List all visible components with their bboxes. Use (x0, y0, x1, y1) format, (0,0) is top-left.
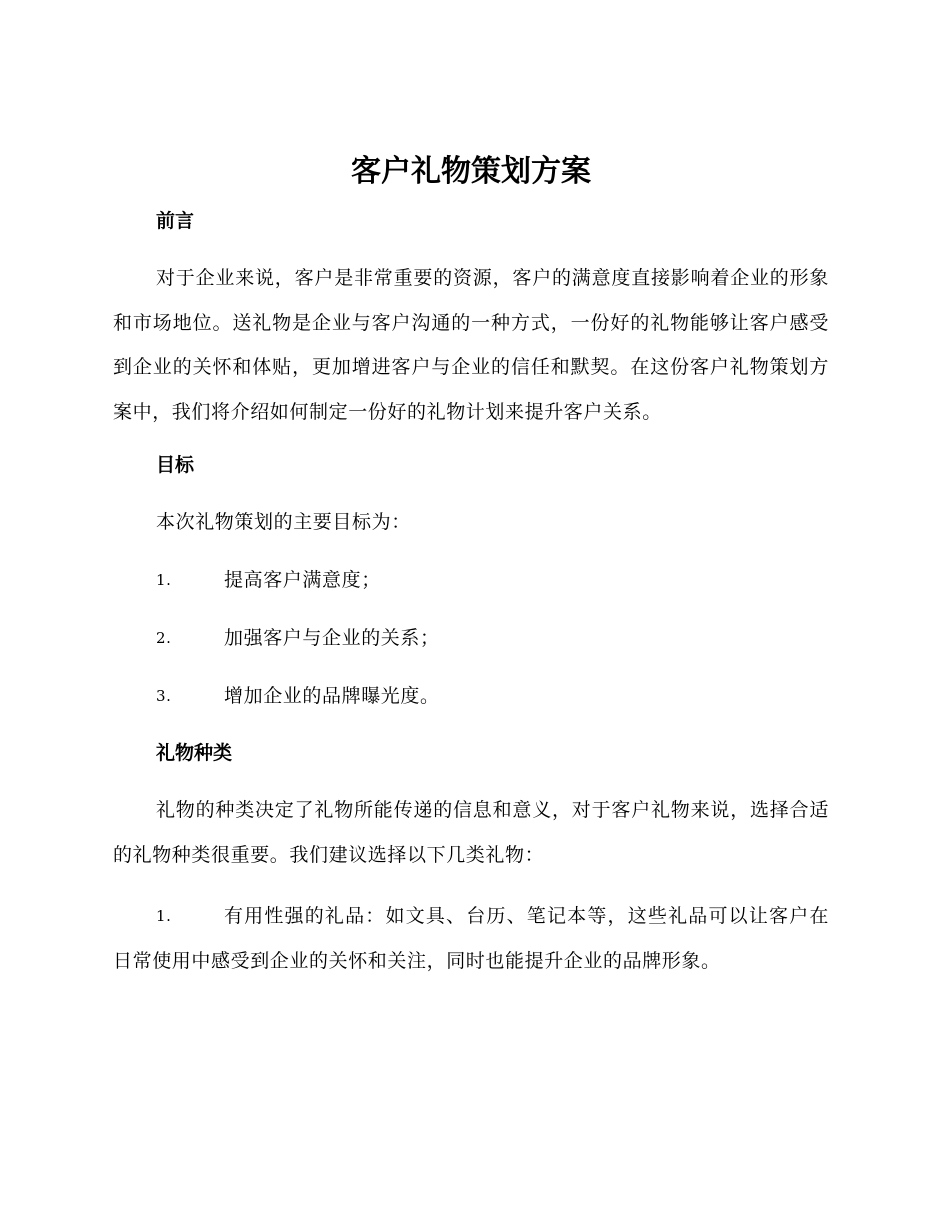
goal-item-2 (113, 624, 829, 652)
preface-paragraph: 对于企业来说，客户是非常重要的资源，客户的满意度直接影响着企业的形象和市场地位。送礼物是企业与客户沟通的一种方式，一份好的礼物能够让客户感受到企业的关怀和体贴，更加增进客户与企业的信任和默契。在这份客户礼物策划方案中，我们将介绍如何制定一份好的礼物计划来提升客户关系。 (113, 267, 829, 423)
section-heading-preface: 前言 (156, 210, 195, 232)
document-title: 客户礼物策划方案 (351, 154, 591, 189)
list-number: 2. (156, 629, 172, 647)
goal-item-1 (113, 566, 829, 594)
list-item-text: 提高客户满意度； (224, 569, 381, 591)
section-heading-goals: 目标 (156, 454, 195, 476)
gift-types-paragraph: 礼物的种类决定了礼物所能传递的信息和意义，对于客户礼物来说，选择合适的礼物种类很重要。我们建议选择以下几类礼物： (113, 799, 829, 866)
list-number: 3. (156, 687, 172, 705)
document-page (113, 150, 829, 983)
list-item-text: 增加企业的品牌曝光度。 (224, 685, 440, 707)
gift-item-1 (113, 894, 829, 983)
list-item-text: 加强客户与企业的关系； (224, 627, 440, 649)
list-number: 1. (156, 907, 172, 925)
list-number: 1. (156, 571, 172, 589)
section-heading-gift-types: 礼物种类 (156, 742, 233, 764)
goal-item-3 (113, 682, 829, 710)
list-item-text: 有用性强的礼品：如文具、台历、笔记本等，这些礼品可以让客户在日常使用中感受到企业的关怀和关注，同时也能提升企业的品牌形象。 (113, 905, 829, 972)
goals-intro: 本次礼物策划的主要目标为： (156, 511, 411, 533)
